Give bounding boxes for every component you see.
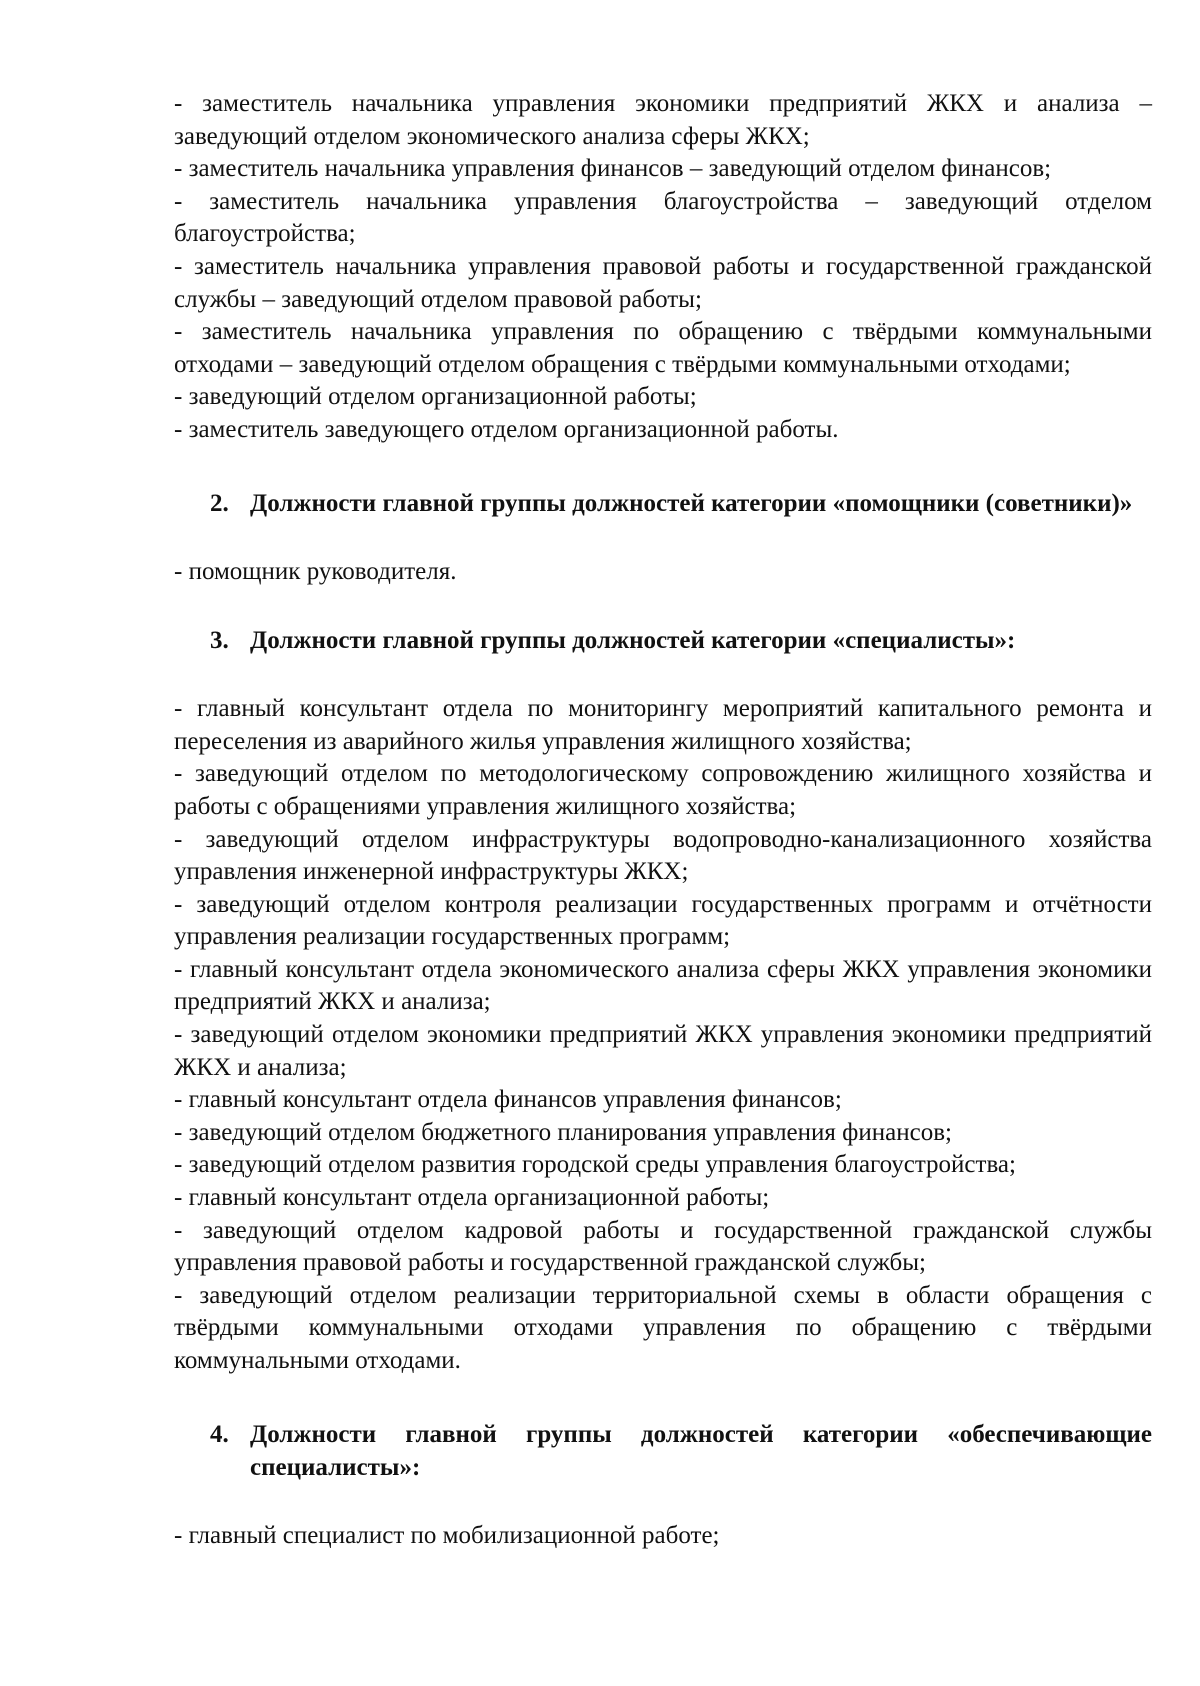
list-item: - заведующий отделом организационной работы;: [174, 383, 697, 411]
section-2-list: [174, 556, 1152, 589]
list-item: - заведующий отделом бюджетного планирования управления финансов;: [174, 1118, 952, 1146]
section-number: 3.: [210, 627, 229, 655]
list-item: - заведующий отделом реализации территориальной схемы в области обращения с твёрдыми коммунальными отходами управления по обращению с твёрдыми коммунальными отходами.: [174, 1281, 1152, 1374]
list-item: - главный консультант отдела финансов управления финансов;: [174, 1086, 842, 1114]
list-item: - заведующий отделом по методологическому сопровождению жилищного хозяйства и работы с обращениями управления жилищного хозяйства;: [174, 760, 1152, 820]
list-item: - заместитель начальника управления правовой работы и государственной гражданской службы – заведующий отделом правовой работы;: [174, 252, 1152, 313]
list-item: - заведующий отделом инфраструктуры водопроводно-канализационного хозяйства управления инженерной инфраструктуры ЖКХ;: [174, 825, 1152, 886]
list-item: - заведующий отделом кадровой работы и государственной гражданской службы управления правовой работы и государственной гражданской службы;: [174, 1216, 1152, 1277]
list-item: - главный специалист по мобилизационной работе;: [174, 1521, 720, 1549]
list-item: - заместитель начальника управления финансов – заведующий отделом финансов;: [174, 155, 1052, 183]
list-item: - главный консультант отдела по мониторингу мероприятий капитального ремонта и переселения из аварийного жилья управления жилищного хозяйства;: [174, 695, 1152, 755]
section-4-heading: [210, 1418, 1152, 1484]
list-item: - заведующий отделом развития городской среды управления благоустройства;: [174, 1151, 1016, 1179]
list-item: - главный консультант отдела экономического анализа сферы ЖКХ управления экономики предприятий ЖКХ и анализа;: [174, 955, 1152, 1016]
section-1-list: [174, 88, 1152, 447]
list-item: - заместитель начальника управления по обращению с твёрдыми коммунальными отходами – заведующий отделом обращения с твёрдыми коммунальными отходами;: [174, 318, 1152, 378]
section-3-heading: [210, 624, 1152, 657]
list-item: - помощник руководителя.: [174, 557, 457, 585]
list-item: - главный консультант отдела организационной работы;: [174, 1184, 770, 1212]
list-item: - заведующий отделом экономики предприятий ЖКХ управления экономики предприятий ЖКХ и анализа;: [174, 1021, 1152, 1081]
section-title: Должности главной группы должностей категории «обеспечивающие специалисты»:: [250, 1420, 1152, 1481]
section-4-list: [174, 1520, 1152, 1553]
section-title: Должности главной группы должностей категории «помощники (советники)»: [250, 489, 1133, 517]
list-item: - заведующий отделом контроля реализации государственных программ и отчётности управления реализации государственных программ;: [174, 890, 1152, 951]
list-item: - заместитель начальника управления экономики предприятий ЖКХ и анализа – заведующий отделом экономического анализа сферы ЖКХ;: [174, 90, 1152, 150]
list-item: - заместитель начальника управления благоустройства – заведующий отделом благоустройства;: [174, 187, 1152, 248]
section-title: Должности главной группы должностей категории «специалисты»:: [250, 627, 1016, 655]
section-number: 4.: [210, 1420, 229, 1448]
section-3-list: [174, 693, 1152, 1377]
section-2-heading: [210, 487, 1152, 520]
section-number: 2.: [210, 489, 229, 517]
list-item: - заместитель заведующего отделом организационной работы.: [174, 415, 839, 443]
